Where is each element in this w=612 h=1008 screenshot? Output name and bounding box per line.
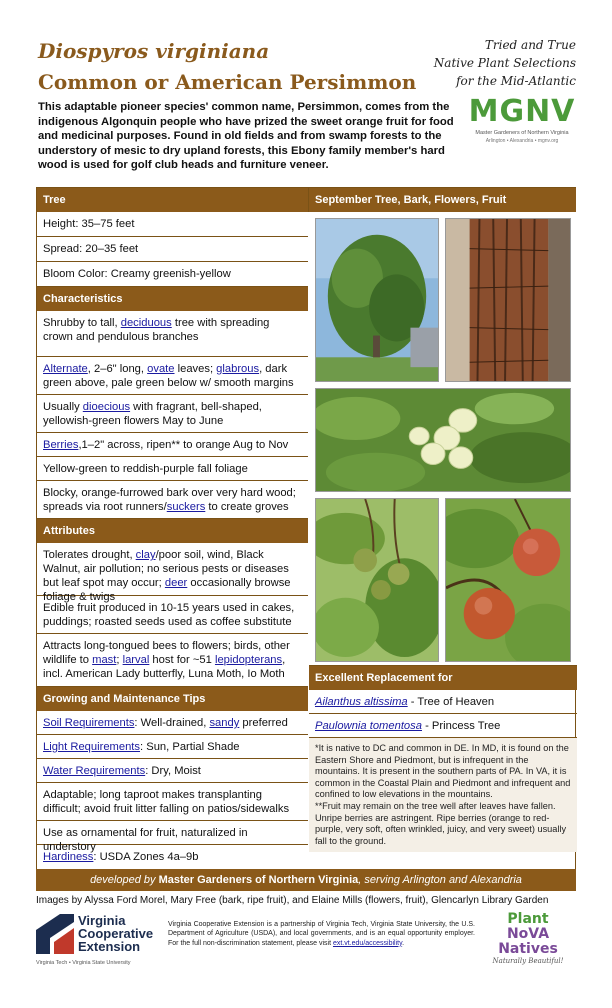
text-span: : Dry, Moist	[145, 765, 201, 777]
section-header-tree: Tree	[37, 188, 308, 212]
section-header-growing: Growing and Maintenance Tips	[37, 687, 308, 711]
left-column	[37, 188, 308, 869]
attribute-item: Edible fruit produced in 10-15 years used in cakes, puddings; roasted seeds used as coffee substitute	[37, 596, 308, 634]
text-span: preferred	[239, 717, 288, 729]
glossary-link[interactable]: Water Requirements	[43, 765, 146, 777]
growing-item	[37, 759, 308, 783]
characteristic-item	[37, 357, 308, 395]
mgnv-logo-line: Arlington • Alexandria • mgnv.org	[485, 138, 559, 144]
glossary-link[interactable]: Alternate	[43, 363, 88, 375]
text-span: , dark green above, pale green below w/ smooth margins	[43, 363, 294, 389]
footnote-native	[315, 743, 571, 801]
text-span: - Tree of Heaven	[407, 696, 495, 708]
nova-slogan: Naturally Beautiful!	[492, 957, 564, 965]
growing-item: Use as ornamental for fruit, naturalized in understory	[37, 821, 308, 845]
accessibility-link[interactable]: ext.vt.edu/accessibility	[332, 939, 403, 947]
tree-photo	[315, 218, 439, 382]
plant-nova-natives-logo	[478, 912, 578, 970]
glossary-link[interactable]: glabrous	[216, 363, 260, 375]
glossary-link[interactable]: Berries	[43, 439, 79, 451]
tagline-line: Native Plant Selections	[433, 56, 576, 70]
glossary-link[interactable]: ovate	[147, 363, 175, 375]
attribute-item	[37, 634, 308, 687]
vce-mark-icon	[36, 914, 74, 954]
text-span: , incl. American Lady butterfly, Luna Moth, Io Moth	[43, 654, 286, 680]
nova-line: Plant	[507, 911, 549, 927]
tree-height: Height: 35–75 feet	[37, 212, 308, 237]
tree-bloom: Bloom Color: Creamy greenish-yellow	[37, 262, 308, 287]
text-span: Blocky, orange-furrowed bark over very hard wood; spreads via root runners/	[43, 487, 296, 513]
text-span: - Princess Tree	[421, 720, 501, 732]
text-span: *It is	[315, 743, 336, 753]
species-link[interactable]: Paulownia tomentosa	[315, 720, 422, 732]
glossary-link[interactable]: larval	[122, 654, 150, 666]
glossary-link[interactable]: deer	[164, 577, 188, 589]
tagline-line: for the Mid-Atlantic	[456, 74, 576, 88]
image-credits: Images by Alyssa Ford Morel, Mary Free (bark, ripe fruit), and Elaine Mills (flowers, fruit), Glencarlyn Library Garden	[36, 895, 549, 906]
text-span: Tolerates drought,	[43, 549, 136, 561]
page-title	[38, 36, 416, 98]
common-name: Common or American Persimmon	[38, 70, 417, 94]
ripe-fruit-photo	[445, 498, 571, 662]
glossary-link[interactable]: dioecious	[82, 401, 131, 413]
footnote-fruit: **Fruit may remain on the tree well after leaves have fallen. Unripe berries are astringent. Ripe berries (orange to red-purple, very soft, often wrinkled, juicy, and very sweet) usually fall to the ground.	[315, 800, 567, 846]
legal-statement	[168, 920, 475, 948]
text-span: Usually	[43, 401, 83, 413]
replacement-section	[309, 666, 577, 852]
text-span: host for ~51	[149, 654, 215, 666]
text-span: ;	[116, 654, 123, 666]
growing-item	[37, 735, 308, 759]
mgnv-logo	[466, 95, 578, 157]
glossary-link[interactable]: Soil Requirements	[43, 717, 135, 729]
text-span: , 2–6" long,	[87, 363, 148, 375]
characteristic-item: Yellow-green to reddish-purple fall foliage	[37, 457, 308, 481]
text-span: Shrubby to tall,	[43, 317, 121, 329]
glossary-link[interactable]: lepidopterans	[214, 654, 283, 666]
glossary-link[interactable]: native	[335, 743, 360, 753]
unripe-fruit-photo	[315, 498, 439, 662]
mgnv-logo-line: Master Gardeners of Northern Virginia	[475, 130, 569, 136]
mgnv-logo-text: MGNV	[468, 94, 576, 129]
replacement-item	[309, 690, 577, 714]
text-span: : Well-drained,	[134, 717, 210, 729]
tagline	[434, 36, 576, 90]
right-column	[308, 188, 576, 846]
text-span: occasionally browse foliage & twigs	[43, 577, 291, 603]
footnotes	[309, 738, 577, 852]
scientific-name: Diospyros virginiana	[38, 39, 270, 63]
glossary-link[interactable]: clay	[135, 549, 156, 561]
info-table	[36, 187, 576, 891]
glossary-link[interactable]: sandy	[209, 717, 240, 729]
text-span: to DC and common in DE. In MD, it is found on the Eastern Shore and Piedmont, but is infrequent in the mountains. It is present in the southern parts of PA. In VA, it is common in the Coastal Plain and Piedmont and infrequent and confined to low elevations in the mountains.	[315, 743, 571, 800]
vce-name: Virginia Cooperative Extension	[78, 913, 154, 954]
text-span: , serving Arlington and Alexandria	[358, 874, 522, 886]
tagline-line: Tried and True	[484, 38, 576, 52]
glossary-link[interactable]: Hardiness	[43, 851, 94, 863]
section-header-photos: September Tree, Bark, Flowers, Fruit	[309, 188, 576, 212]
characteristic-item	[37, 433, 308, 457]
growing-item	[37, 711, 308, 735]
text-span: with fragrant, bell-shaped, yellowish-green flowers May to June	[43, 401, 262, 427]
text-span: : Sun, Partial Shade	[140, 741, 240, 753]
text-span: to create groves	[205, 501, 289, 513]
replacement-item	[309, 714, 577, 738]
text-span: /poor soil, wind, Black Walnut, air pollution; no serious pests or diseases but leaf spot may occur;	[43, 549, 289, 589]
characteristic-item	[37, 311, 308, 357]
org-name: Master Gardeners of Northern Virginia	[158, 874, 359, 886]
photo-grid	[309, 212, 577, 666]
bark-photo	[445, 218, 571, 382]
tree-spread: Spread: 20–35 feet	[37, 237, 308, 262]
developed-by-bar	[36, 869, 576, 891]
text-span: : USDA Zones 4a–9b	[93, 851, 199, 863]
nova-line: NoVA Natives	[498, 926, 558, 957]
characteristic-item	[37, 395, 308, 433]
glossary-link[interactable]: mast	[92, 654, 117, 666]
text-span: tree with spreading crown and pendulous branches	[43, 317, 270, 343]
text-span: developed by	[90, 874, 159, 886]
section-header-replacement: Excellent Replacement for	[309, 666, 577, 690]
text-span: ,1–2" across, ripen** to orange Aug to Nov	[78, 439, 289, 451]
vce-logo	[36, 912, 160, 966]
text-span: Virginia Cooperative Extension is a partnership of Virginia Tech, Virginia State University, the U.S. Department of Agriculture (USDA), and local governments, and is an equal opportunity employer. For the full non-discrimination statement, please visit	[168, 921, 475, 947]
section-header-attributes: Attributes	[37, 519, 308, 543]
glossary-link[interactable]: deciduous	[120, 317, 172, 329]
flowers-photo	[315, 388, 571, 492]
section-header-characteristics: Characteristics	[37, 287, 308, 311]
intro-paragraph: This adaptable pioneer species' common name, Persimmon, comes from the indigenous Algonquin people who have prized the sweet orange fruit for food and medicinal purposes. Found in old fields and from swamp forests to the understory of mesic to dry upland forests, this Ebony family member's hard wood is used for golf club heads and furniture veneer.	[38, 101, 454, 172]
text-span: leaves;	[174, 363, 217, 375]
species-link[interactable]: Ailanthus altissima	[315, 696, 408, 708]
characteristic-item	[37, 481, 308, 519]
growing-item: Adaptable; long taproot makes transplanting difficult; avoid fruit litter falling on patios/sidewalks	[37, 783, 308, 821]
glossary-link[interactable]: Light Requirements	[43, 741, 141, 753]
vce-subtitle: Virginia Tech • Virginia State University	[36, 960, 131, 966]
attribute-item	[37, 543, 308, 603]
text-span: Attracts long-tongued bees to flowers; birds, other wildlife to	[43, 640, 290, 666]
text-span: .	[402, 939, 405, 947]
glossary-link[interactable]: suckers	[166, 501, 206, 513]
